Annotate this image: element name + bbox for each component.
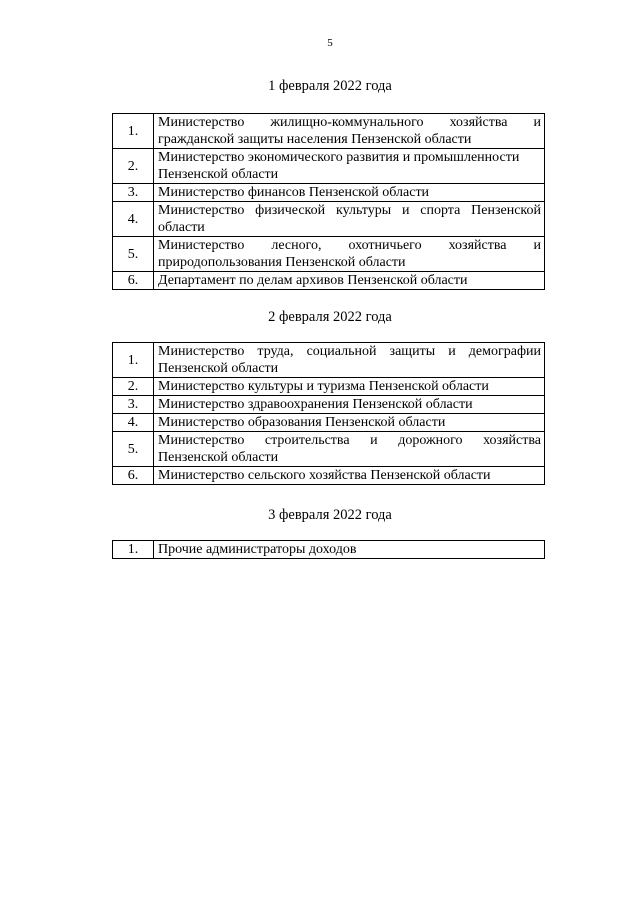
organization-name: Прочие администраторы доходов	[154, 541, 545, 559]
table-row	[113, 467, 545, 485]
table-row	[113, 184, 545, 202]
table-row	[113, 541, 545, 559]
row-number: 1.	[113, 541, 154, 559]
row-number: 4.	[113, 202, 154, 237]
organization-name: Департамент по делам архивов Пензенской области	[154, 272, 545, 290]
row-number: 5.	[113, 432, 154, 467]
row-number: 2.	[113, 149, 154, 184]
section-date-heading: 3 февраля 2022 года	[268, 507, 392, 523]
schedule-table	[112, 540, 545, 559]
table-row	[113, 114, 545, 149]
organization-name: Министерство образования Пензенской области	[154, 414, 545, 432]
organization-name: Министерство труда, социальной защиты и демографии Пензенской области	[154, 343, 545, 378]
table-row	[113, 378, 545, 396]
page-number: 5	[327, 37, 333, 49]
table-row	[113, 343, 545, 378]
table-row	[113, 396, 545, 414]
schedule-table	[112, 113, 545, 290]
table-row	[113, 414, 545, 432]
schedule-table	[112, 342, 545, 485]
row-number: 6.	[113, 272, 154, 290]
section-date-heading: 1 февраля 2022 года	[268, 78, 392, 94]
row-number: 6.	[113, 467, 154, 485]
table-row	[113, 149, 545, 184]
row-number: 3.	[113, 396, 154, 414]
row-number: 3.	[113, 184, 154, 202]
row-number: 4.	[113, 414, 154, 432]
table-row	[113, 272, 545, 290]
organization-name: Министерство жилищно-коммунального хозяйства и гражданской защиты населения Пензенской области	[154, 114, 545, 149]
organization-name: Министерство сельского хозяйства Пензенской области	[154, 467, 545, 485]
organization-name: Министерство финансов Пензенской области	[154, 184, 545, 202]
organization-name: Министерство экономического развития и промышленности Пензенской области	[154, 149, 545, 184]
row-number: 5.	[113, 237, 154, 272]
row-number: 1.	[113, 114, 154, 149]
organization-name: Министерство лесного, охотничьего хозяйства и природопользования Пензенской области	[154, 237, 545, 272]
table-row	[113, 432, 545, 467]
section-date-heading: 2 февраля 2022 года	[268, 309, 392, 325]
organization-name: Министерство здравоохранения Пензенской области	[154, 396, 545, 414]
organization-name: Министерство физической культуры и спорта Пензенской области	[154, 202, 545, 237]
table-row	[113, 237, 545, 272]
table-row	[113, 202, 545, 237]
organization-name: Министерство строительства и дорожного хозяйства Пензенской области	[154, 432, 545, 467]
organization-name: Министерство культуры и туризма Пензенской области	[154, 378, 545, 396]
row-number: 2.	[113, 378, 154, 396]
row-number: 1.	[113, 343, 154, 378]
